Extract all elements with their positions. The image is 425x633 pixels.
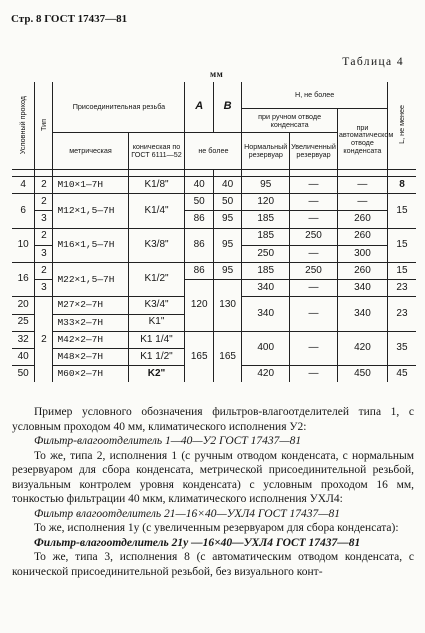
designation-example: Фильтр-влагоотделитель 21у —16×40—УХЛ4 ГОСТ 17437—81	[34, 536, 361, 549]
table-row: 10 2 M16×1,5—7H K3/8" 86 95 185 250 260 15	[12, 228, 416, 245]
paragraph: То же, типа 2, исполнения 1 (с ручным отводом конденсата, с нормальным резервуаром для сбора конденсата, метрической присоединительной резьбой, визуальным контролем уровня конденсата) с условным проходом 16 мм, тонкостью фильтрации 40 мкм, климатического исполнения УХЛ4:	[12, 449, 414, 505]
col-a: А	[185, 82, 213, 133]
designation-example: Фильтр-влагоотделитель 1—40—У2 ГОСТ 17437—81	[34, 435, 302, 447]
table-row: 32 M42×2—7H K1 1/4" 165 165 400 — 420 35	[12, 331, 416, 348]
col-b: В	[213, 82, 241, 133]
table-row: 3 250 — 300	[12, 245, 416, 262]
table-row: 3 86 95 185 — 260	[12, 211, 416, 228]
table-row: 50 M60×2—7H K2" 420 — 450 45	[12, 366, 416, 383]
document-body	[12, 405, 414, 579]
col-ab-note: не более	[185, 133, 242, 170]
table-row: 16 2 M22×1,5—7H K1/2" 86 95 185 250 260 15	[12, 262, 416, 279]
col-normal: Нормальный резервуар	[242, 133, 290, 170]
col-enlarged: Увеличенный резервуар	[290, 133, 338, 170]
paragraph: Пример условного обозначения фильтров-влагоотделителей типа 1, с условным проходом 40 мм, климатического исполнения У2:	[12, 406, 414, 433]
dimensions-table	[12, 82, 416, 382]
col-dn: Условный проход	[12, 82, 35, 170]
table-row: 40 M48×2—7H K1 1/2"	[12, 348, 416, 365]
col-manual: при ручном отводе конденсата	[242, 109, 338, 133]
page-header: Стр. 8 ГОСТ 17437—81	[11, 13, 128, 25]
table-title: Таблица 4	[342, 56, 404, 68]
col-h: Н, не более	[242, 82, 388, 109]
col-type: Тип	[35, 82, 53, 170]
table-row: 20 2 M27×2—7H K3/4" 340 — 340 23	[12, 297, 416, 314]
col-thread: Присоединительная резьба	[53, 82, 185, 133]
col-auto: при автоматическом отводе конденсата	[337, 109, 387, 170]
col-l: L, не менее	[387, 82, 416, 170]
paragraph: То же, типа 3, исполнения 8 (с автоматическим отводом конденсата, с конической присоединительной резьбой, без визуального конт-	[12, 551, 414, 578]
table-row: 6 2 M12×1,5—7H K1/4" 50 50 120 — — 15	[12, 194, 416, 211]
col-metric: метрическая	[53, 133, 128, 170]
designation-example: Фильтр влагоотделитель 21—16×40—УХЛ4 ГОСТ 17437—81	[34, 507, 340, 520]
paragraph: То же, исполнения 1у (с увеличенным резервуаром для сбора конденсата):	[34, 522, 399, 534]
col-conic: коническая по ГОСТ 6111—52	[128, 133, 185, 170]
unit-label: мм	[210, 69, 224, 79]
table-row: 3 120 130 340 — 340 23	[12, 280, 416, 297]
table-row: 4 2 M10×1—7H K1/8" 40 40 95 — — 8	[12, 177, 416, 194]
table-row: 25 M33×2—7H K1"	[12, 314, 416, 331]
